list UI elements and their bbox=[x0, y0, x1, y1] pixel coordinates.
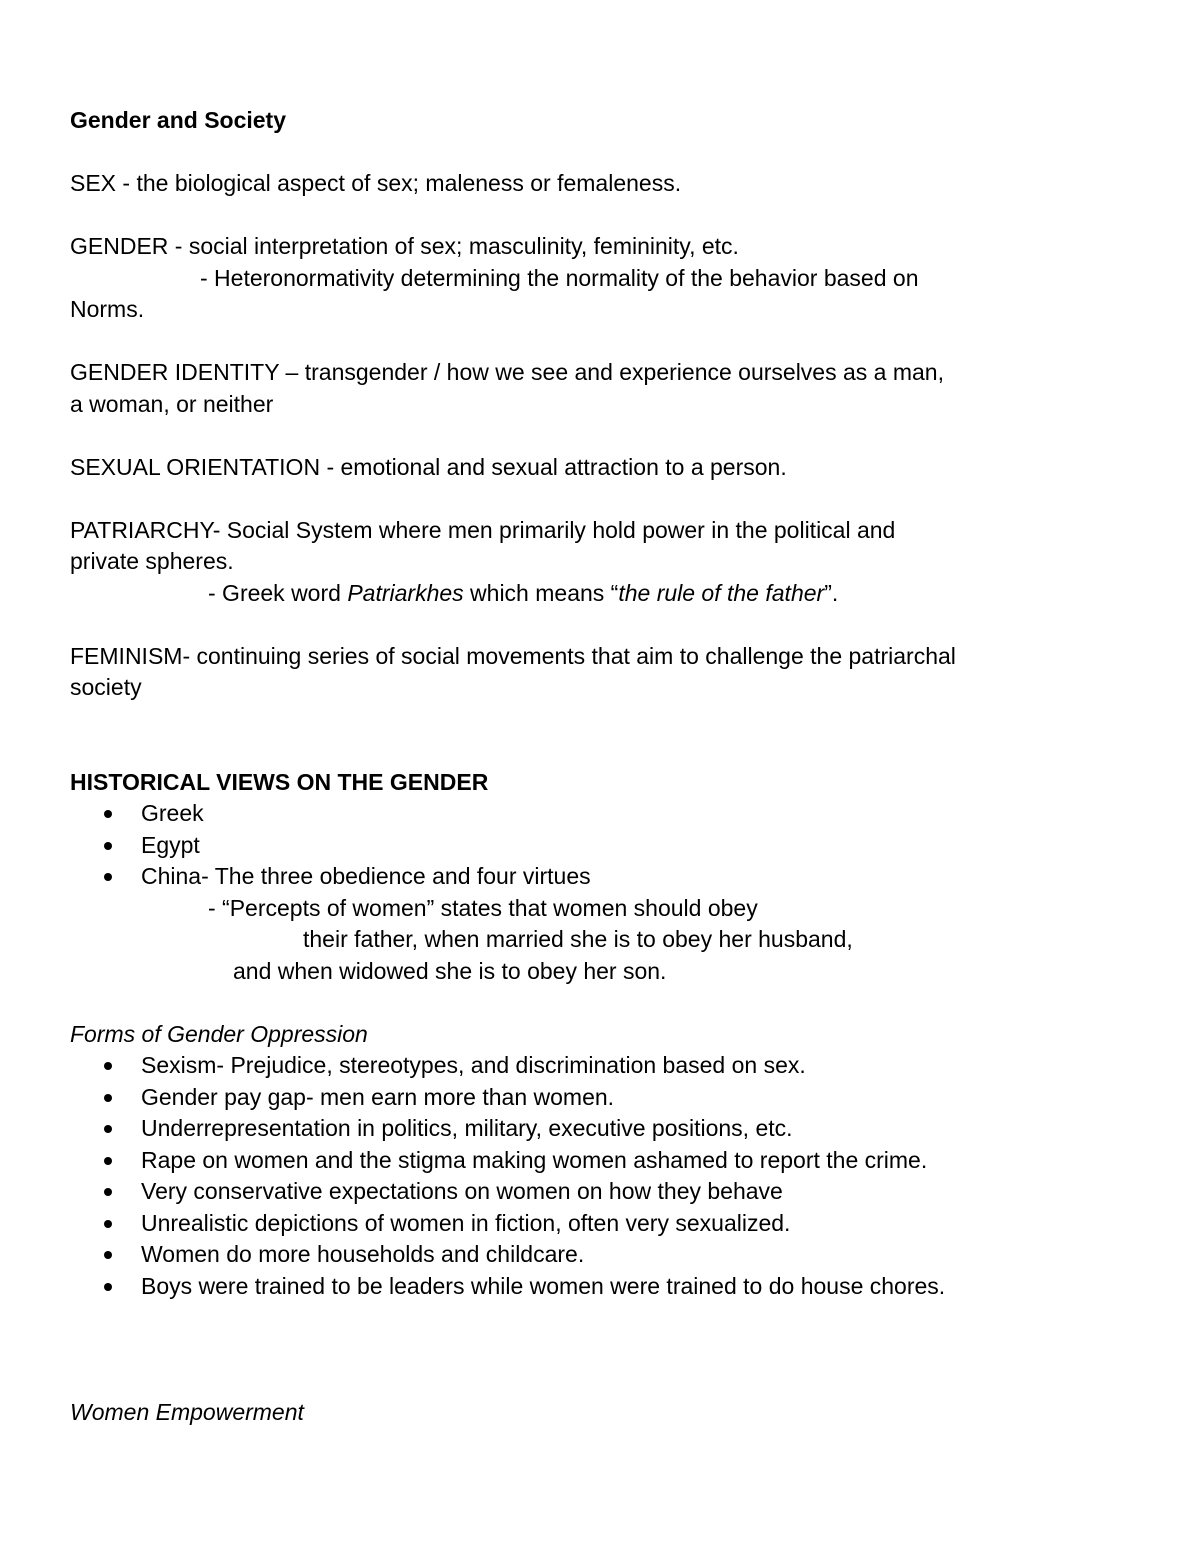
list-item-text: Gender pay gap- men earn more than women. bbox=[141, 1083, 615, 1110]
list-item-text: Sexism- Prejudice, stereotypes, and discrimination based on sex. bbox=[141, 1052, 806, 1078]
bullet-icon bbox=[104, 1157, 112, 1165]
china-sub-line-2: their father, when married she is to obey her husband, bbox=[303, 926, 853, 952]
definition-feminism: FEMINISM- continuing series of social movements that aim to challenge the patriarchal bbox=[70, 642, 956, 669]
spacer bbox=[70, 420, 1140, 452]
document-page bbox=[70, 105, 1140, 1428]
definition-gender: GENDER - social interpretation of sex; masculinity, femininity, etc. bbox=[70, 233, 739, 259]
bullet-icon bbox=[104, 842, 112, 850]
list-item bbox=[70, 798, 1140, 830]
list-item bbox=[70, 1176, 1140, 1208]
list-item bbox=[70, 1239, 1140, 1271]
spacer bbox=[70, 1334, 1140, 1366]
definition-patriarchy-cont: private spheres. bbox=[70, 548, 234, 574]
list-item bbox=[70, 1208, 1140, 1240]
definition-sex: SEX - the biological aspect of sex; maleness or femaleness. bbox=[70, 170, 682, 196]
bullet-icon bbox=[104, 873, 112, 881]
spacer bbox=[70, 1302, 1140, 1334]
list-item bbox=[70, 1271, 1140, 1303]
patriarchy-sub-text: which means “ bbox=[463, 579, 619, 606]
oppression-list bbox=[70, 1050, 1140, 1302]
spacer bbox=[70, 326, 1140, 358]
bullet-icon bbox=[104, 1283, 112, 1291]
spacer bbox=[70, 609, 1140, 641]
list-item-text: Unrealistic depictions of women in fiction, often very sexualized. bbox=[141, 1209, 791, 1236]
spacer bbox=[70, 1365, 1140, 1397]
list-item-text: China- The three obedience and four virtues bbox=[141, 863, 591, 889]
historical-heading: HISTORICAL VIEWS ON THE GENDER bbox=[70, 768, 489, 795]
empowerment-heading: Women Empowerment bbox=[70, 1398, 304, 1425]
bullet-icon bbox=[104, 810, 112, 818]
definition-feminism-cont: society bbox=[70, 674, 142, 700]
list-item bbox=[70, 861, 1140, 893]
bullet-icon bbox=[104, 1125, 112, 1133]
china-sub-line-3: and when widowed she is to obey her son. bbox=[233, 957, 667, 984]
list-item-text: Rape on women and the stigma making women ashamed to report the crime. bbox=[141, 1146, 928, 1173]
list-item bbox=[70, 1050, 1140, 1082]
china-sub-line-1: - “Percepts of women” states that women should obey bbox=[208, 894, 758, 921]
historical-list bbox=[70, 798, 1140, 893]
spacer bbox=[70, 735, 1140, 767]
definition-gender-sub: - Heteronormativity determining the normality of the behavior based on bbox=[200, 264, 919, 291]
list-item-text: Greek bbox=[141, 800, 204, 826]
patriarchy-meaning: the rule of the father bbox=[618, 579, 825, 606]
spacer bbox=[70, 483, 1140, 515]
list-item bbox=[70, 1113, 1140, 1145]
definition-gender-sub-cont: Norms. bbox=[70, 296, 145, 322]
bullet-icon bbox=[104, 1220, 112, 1228]
definition-sexual-orientation: SEXUAL ORIENTATION - emotional and sexual attraction to a person. bbox=[70, 453, 787, 480]
definition-gender-identity: GENDER IDENTITY – transgender / how we see and experience ourselves as a man, bbox=[70, 359, 944, 385]
definition-patriarchy-sub bbox=[70, 578, 1140, 610]
bullet-icon bbox=[104, 1094, 112, 1102]
document-title: Gender and Society bbox=[70, 107, 287, 133]
list-item bbox=[70, 1082, 1140, 1114]
bullet-icon bbox=[104, 1062, 112, 1070]
list-item bbox=[70, 830, 1140, 862]
list-item bbox=[70, 1145, 1140, 1177]
list-item-text: Very conservative expectations on women on how they behave bbox=[141, 1178, 783, 1204]
patriarchy-greek-word: Patriarkhes bbox=[347, 579, 464, 606]
list-item-text: Underrepresentation in politics, military, executive positions, etc. bbox=[141, 1115, 793, 1141]
spacer bbox=[70, 987, 1140, 1019]
patriarchy-sub-text: ”. bbox=[824, 579, 839, 606]
oppression-heading: Forms of Gender Oppression bbox=[70, 1020, 368, 1047]
bullet-icon bbox=[104, 1188, 112, 1196]
spacer bbox=[70, 137, 1140, 169]
list-item-text: Women do more households and childcare. bbox=[141, 1241, 585, 1267]
definition-gender-identity-cont: a woman, or neither bbox=[70, 390, 274, 417]
definition-patriarchy: PATRIARCHY- Social System where men primarily hold power in the political and bbox=[70, 516, 896, 543]
list-item-text: Boys were trained to be leaders while women were trained to do house chores. bbox=[141, 1272, 946, 1299]
spacer bbox=[70, 200, 1140, 232]
spacer bbox=[70, 704, 1140, 736]
list-item-text: Egypt bbox=[141, 831, 200, 858]
patriarchy-sub-text: - Greek word bbox=[208, 579, 348, 606]
bullet-icon bbox=[104, 1251, 112, 1259]
